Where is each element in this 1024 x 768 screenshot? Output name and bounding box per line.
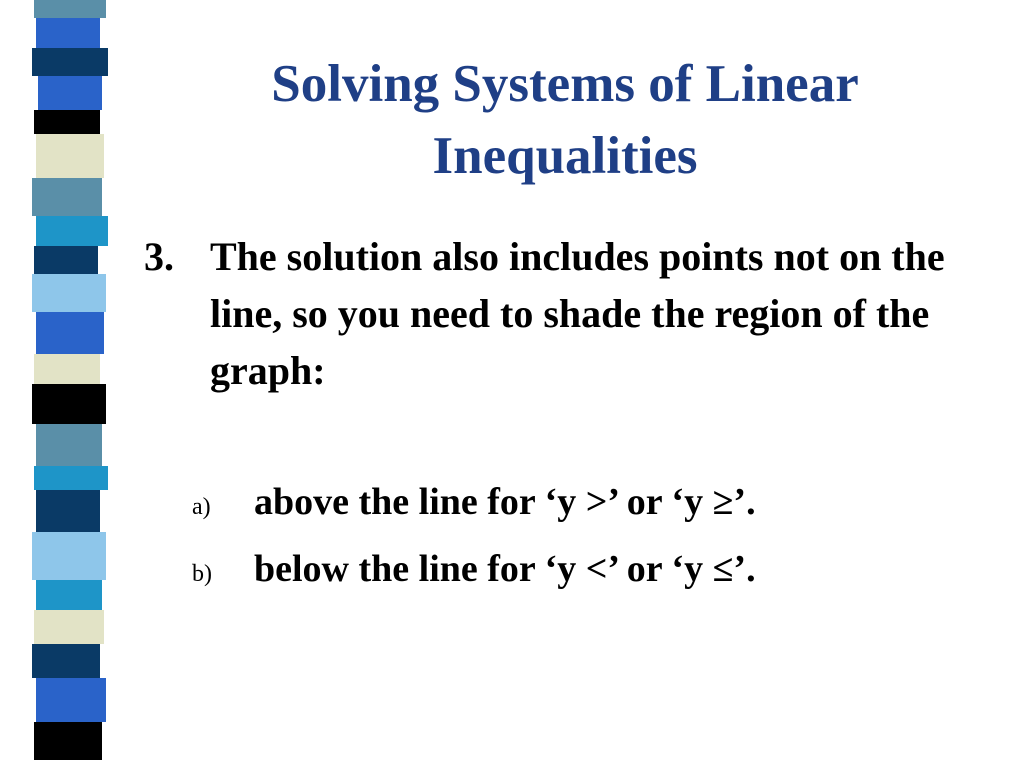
point-text: The solution also includes points not on the line, so you need to shade the region of the graph: xyxy=(210,234,945,393)
stripe-band xyxy=(34,0,106,18)
stripe-band xyxy=(36,580,102,610)
slide-title xyxy=(150,48,980,192)
stripe-band xyxy=(36,312,104,354)
stripe-band xyxy=(34,610,104,644)
title-line-2: Inequalities xyxy=(432,127,698,185)
subpoint-marker: a) xyxy=(192,494,211,520)
stripe-band xyxy=(32,644,100,678)
stripe-band xyxy=(34,354,100,384)
stripe-band xyxy=(32,48,108,76)
stripe-band xyxy=(36,678,106,722)
stripe-band xyxy=(38,76,102,110)
stripe-band xyxy=(32,384,106,424)
decorative-stripe xyxy=(30,0,112,768)
stripe-band xyxy=(32,532,106,580)
stripe-band xyxy=(32,178,102,216)
numbered-point xyxy=(144,228,964,399)
point-number: 3. xyxy=(144,234,174,279)
subpoint-text: above the line for ‘y >’ or ‘y ≥’. xyxy=(254,481,756,523)
subpoint-b xyxy=(192,541,982,597)
stripe-band xyxy=(34,466,108,490)
stripe-band xyxy=(32,274,106,312)
stripe-band xyxy=(36,424,102,466)
stripe-band xyxy=(36,18,100,48)
stripe-band xyxy=(36,134,104,178)
stripe-band xyxy=(36,490,100,532)
subpoint-marker: b) xyxy=(192,561,212,587)
stripe-band xyxy=(34,722,102,760)
subpoint-text: below the line for ‘y <’ or ‘y ≤’. xyxy=(254,548,756,590)
stripe-band xyxy=(34,246,98,274)
stripe-band xyxy=(36,216,108,246)
title-line-1: Solving Systems of Linear xyxy=(271,55,859,113)
subpoint-a xyxy=(192,474,982,530)
stripe-band xyxy=(34,110,100,134)
